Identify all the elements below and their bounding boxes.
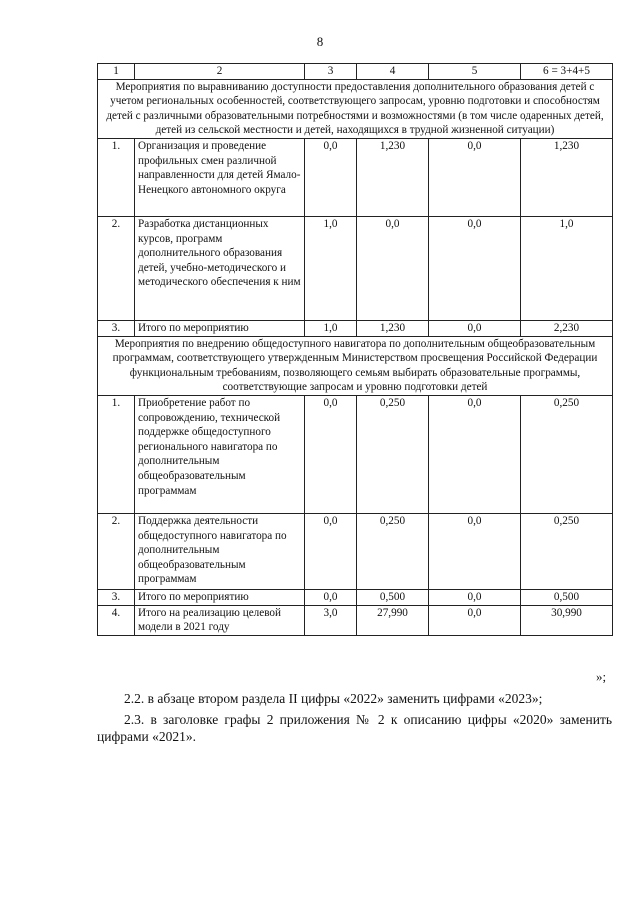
header-col-6: 6 = 3+4+5 [521,64,613,80]
row-col-6: 0,500 [521,589,613,605]
row-number: 2. [98,513,135,589]
row-col-4: 0,500 [357,589,429,605]
row-col-6: 1,0 [521,216,613,320]
funding-table [97,63,613,636]
row-col-5: 0,0 [429,216,521,320]
table-row [98,513,613,589]
row-col-6: 0,250 [521,513,613,589]
section-header-row [98,79,613,138]
row-name: Приобретение работ по сопровождению, технической поддержке общедоступного регионального навигатора по дополнительным общеобразовательным программам [135,395,305,513]
row-col-5: 0,0 [429,605,521,635]
row-name: Разработка дистанционных курсов, программ дополнительного образования детей, учебно-методического и методического обеспечения к ним [135,216,305,320]
amendment-2-2: 2.2. в абзаце втором раздела II цифры «2022» заменить цифрами «2023»; [124,691,543,706]
section-2-title: Мероприятия по внедрению общедоступного навигатора по дополнительным общеобразовательным программам, соответствующего утвержденным Министерством просвещения Российской Федерации функциональным требованиям, позволяющего семьям выбирать образовательные программы, соответствующие запросам и уровню подготовки детей [98,336,613,395]
amendment-2-3: 2.3. в заголовке графы 2 приложения № 2 к описанию цифры «2020» заменить цифрами «2021». [97,712,612,744]
table-row [98,216,613,320]
row-col-3: 0,0 [305,513,357,589]
row-col-6: 2,230 [521,320,613,336]
section-1-title: Мероприятия по выравниванию доступности предоставления дополнительного образования детей с учетом региональных особенностей, соответствующего запросам, уровню подготовки и способностям детей с различными образовательными потребностями и возможностями (в том числе одаренных детей, детей из сельской местности и детей, находящихся в трудной жизненной ситуации) [98,79,613,138]
header-col-5: 5 [429,64,521,80]
header-col-3: 3 [305,64,357,80]
row-col-3: 0,0 [305,589,357,605]
row-col-5: 0,0 [429,513,521,589]
table-row [98,320,613,336]
table-row [98,605,613,635]
row-col-3: 0,0 [305,138,357,216]
row-col-5: 0,0 [429,589,521,605]
row-col-5: 0,0 [429,395,521,513]
row-name: Итого на реализацию целевой модели в 2021 году [135,605,305,635]
row-col-4: 0,250 [357,513,429,589]
row-number: 1. [98,395,135,513]
row-col-5: 0,0 [429,320,521,336]
header-col-4: 4 [357,64,429,80]
table-row [98,589,613,605]
section-header-row [98,336,613,395]
row-name: Итого по мероприятию [135,320,305,336]
row-col-4: 27,990 [357,605,429,635]
table-row [98,395,613,513]
row-number: 3. [98,320,135,336]
page-number: 8 [316,34,324,49]
row-name: Поддержка деятельности общедоступного навигатора по дополнительным общеобразовательным программам [135,513,305,589]
row-col-4: 1,230 [357,320,429,336]
row-col-3: 0,0 [305,395,357,513]
row-number: 3. [98,589,135,605]
table-header-row [98,64,613,80]
row-col-4: 1,230 [357,138,429,216]
row-col-6: 30,990 [521,605,613,635]
closing-quote-mark: »; [596,669,607,684]
row-name: Организация и проведение профильных смен различной направленности для детей Ямало-Ненецкого автономного округа [135,138,305,216]
row-number: 2. [98,216,135,320]
row-col-4: 0,250 [357,395,429,513]
row-col-5: 0,0 [429,138,521,216]
row-col-3: 1,0 [305,320,357,336]
row-col-6: 1,230 [521,138,613,216]
row-name: Итого по мероприятию [135,589,305,605]
header-col-1: 1 [98,64,135,80]
header-col-2: 2 [135,64,305,80]
table-row [98,138,613,216]
row-col-4: 0,0 [357,216,429,320]
row-col-3: 1,0 [305,216,357,320]
row-number: 1. [98,138,135,216]
row-number: 4. [98,605,135,635]
row-col-3: 3,0 [305,605,357,635]
row-col-6: 0,250 [521,395,613,513]
